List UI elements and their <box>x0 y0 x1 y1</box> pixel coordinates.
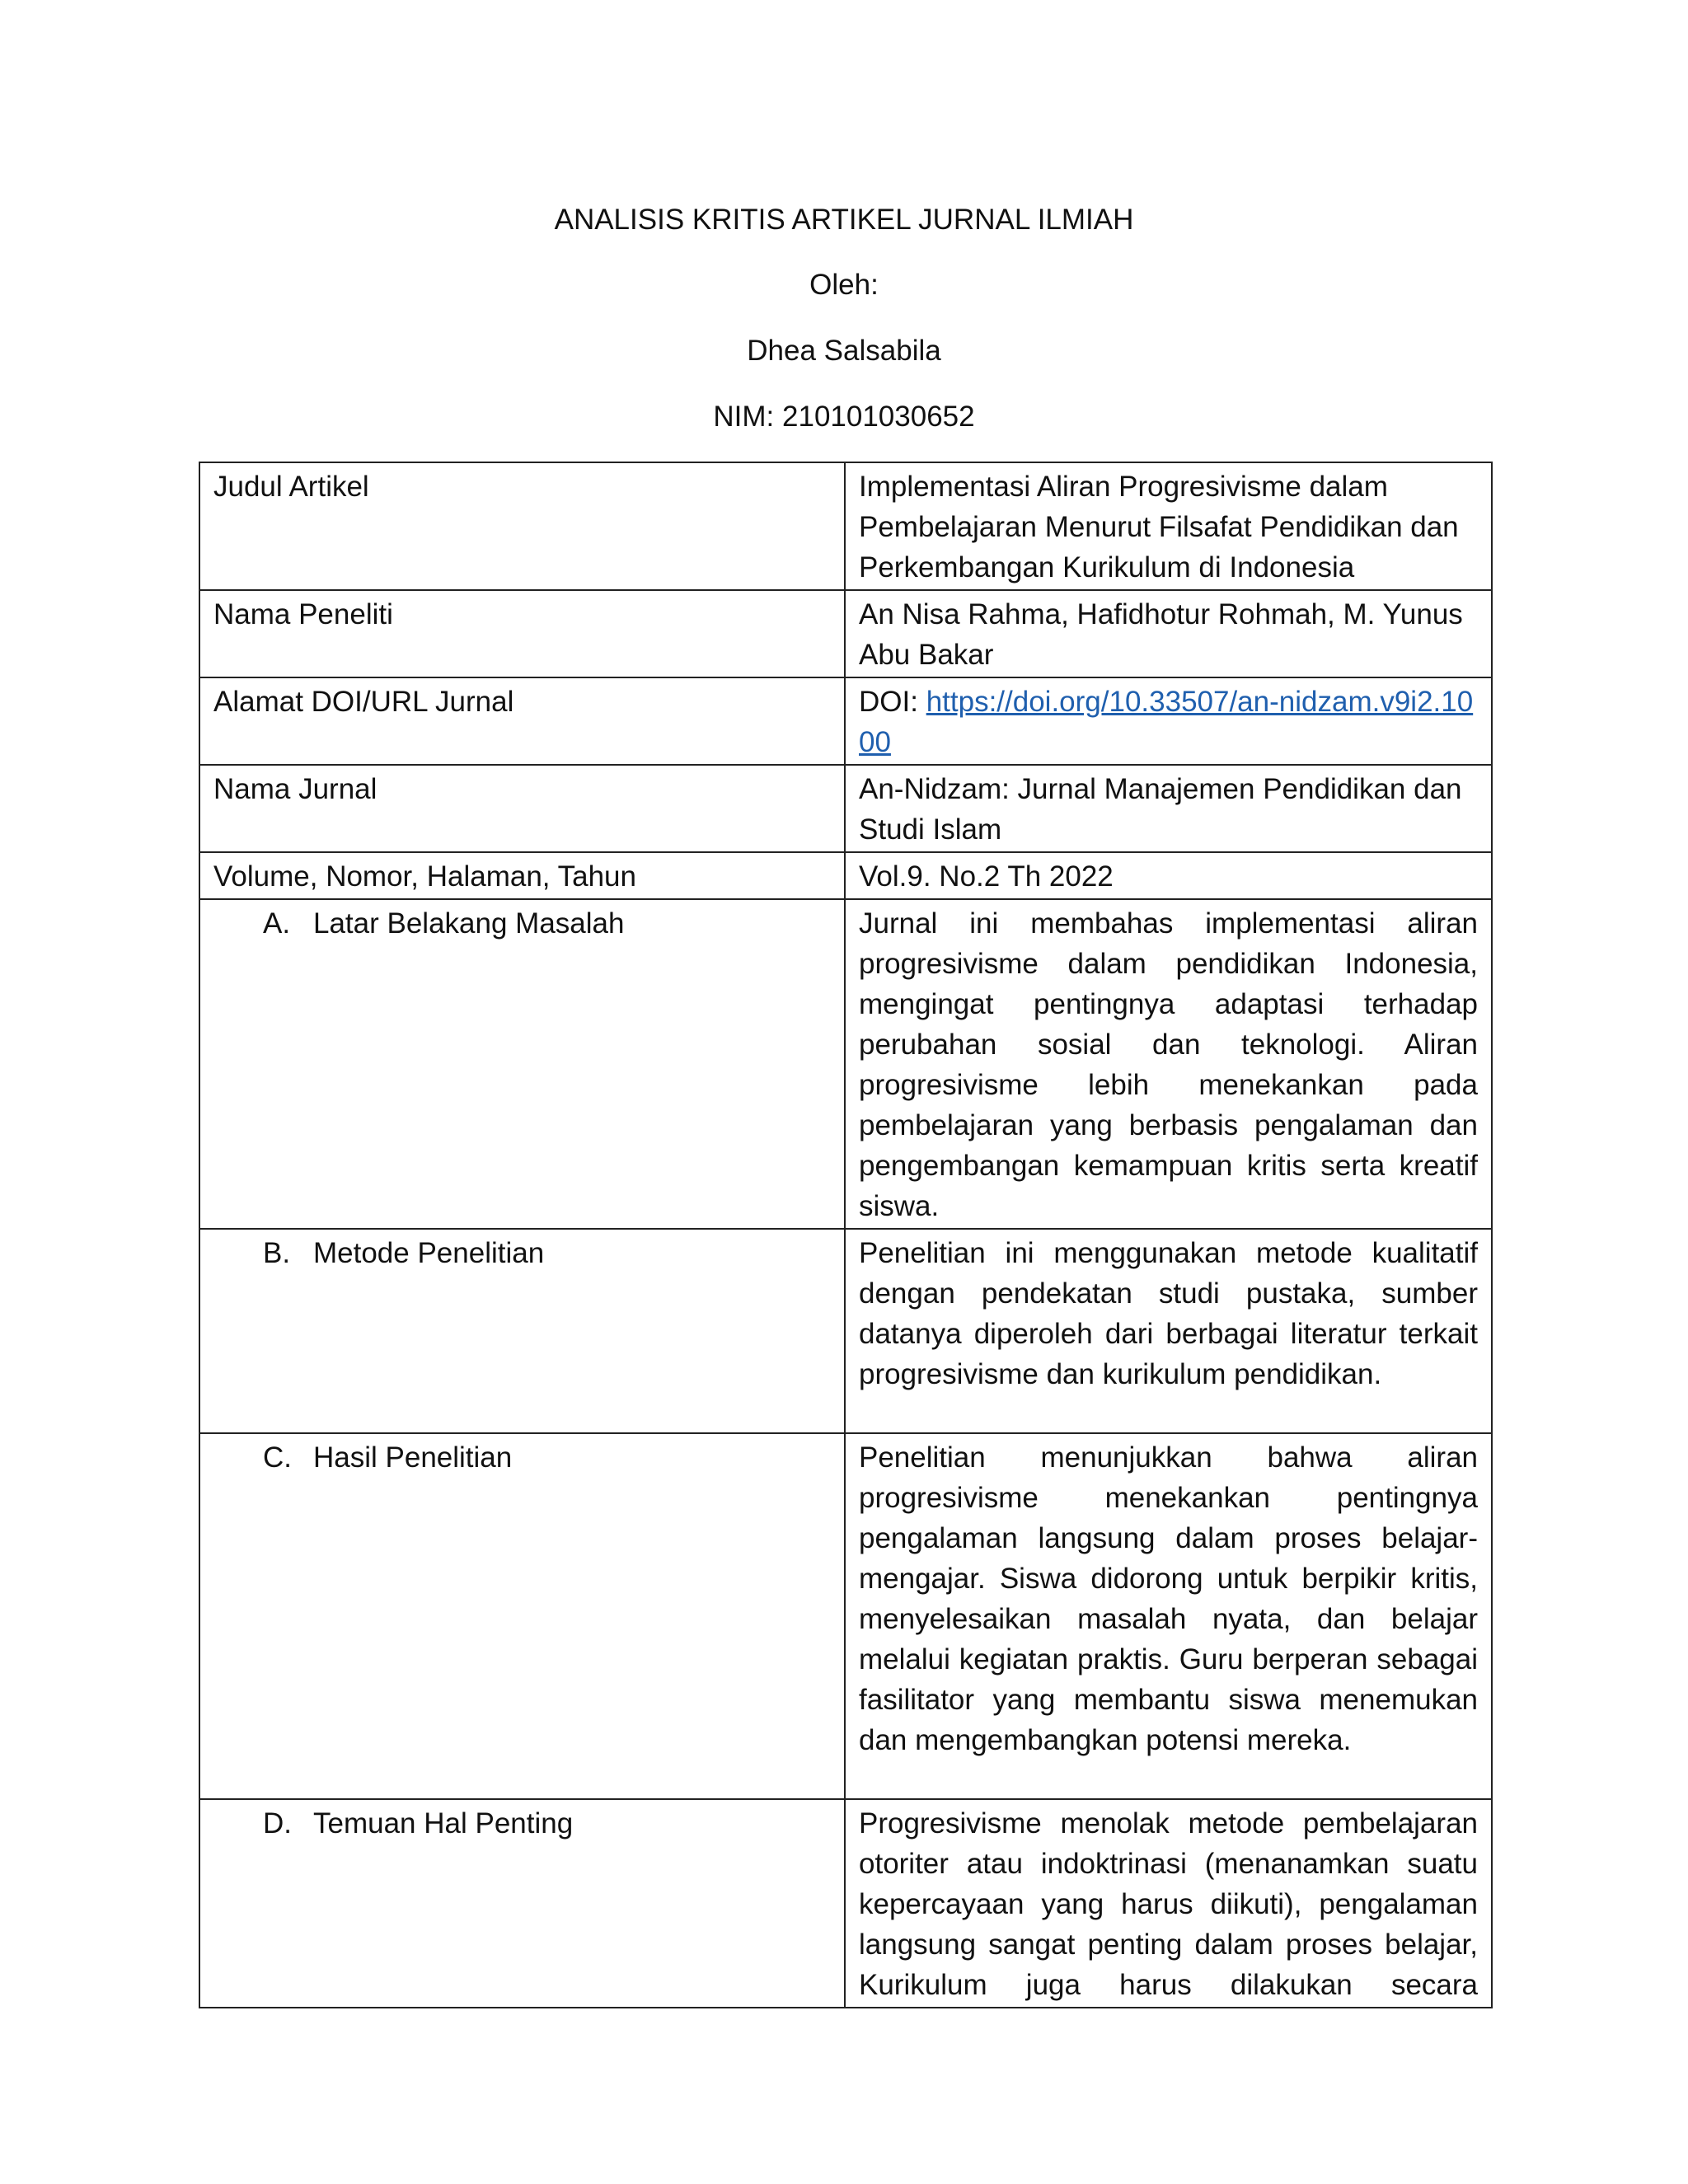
section-c-label <box>213 1437 831 1478</box>
label-cell <box>199 1433 845 1799</box>
analysis-table <box>199 462 1493 2008</box>
document-title: ANALISIS KRITIS ARTIKEL JURNAL ILMIAH <box>554 204 1134 236</box>
section-d-text: Progresivisme menolak metode pembelajaran otoriter atau indoktrinasi (menanamkan suatu kepercayaan yang harus diikuti), pengalaman langsung sangat penting dalam proses belajar, Kurikulum juga harus dilakukan secara <box>859 1807 1478 2001</box>
value-cell <box>845 677 1492 765</box>
table-row <box>199 590 1492 677</box>
section-c-text: Penelitian menunjukkan bahwa aliran progresivisme menekankan pentingnya pengalaman langsung dalam proses belajar-mengajar. Siswa didorong untuk berpikir kritis, menyelesaikan masalah nyata, dan belajar melalui kegiatan praktis. Guru berperan sebagai fasilitator yang membantu siswa menemukan dan mengembangkan potensi mereka. <box>859 1441 1478 1756</box>
article-title-label: Judul Artikel <box>213 471 369 503</box>
label-cell <box>199 1799 845 2008</box>
table-row <box>199 677 1492 765</box>
value-cell <box>845 765 1492 852</box>
table-row <box>199 852 1492 899</box>
researcher-label: Nama Peneliti <box>213 598 393 630</box>
label-cell <box>199 590 845 677</box>
section-b-letter: B. <box>263 1237 291 1269</box>
section-a-letter: A. <box>263 907 291 940</box>
article-title-value: Implementasi Aliran Progresivisme dalam Pembelajaran Menurut Filsafat Pendidikan dan Perkembangan Kurikulum di Indonesia <box>859 471 1459 583</box>
value-cell <box>845 852 1492 899</box>
section-b-label <box>213 1233 831 1273</box>
table-row <box>199 462 1492 590</box>
section-b-text: Penelitian ini menggunakan metode kualitatif dengan pendekatan studi pustaka, sumber datanya diperoleh dari berbagai literatur terkait progresivisme dan kurikulum pendidikan. <box>859 1237 1478 1390</box>
author-name: Dhea Salsabila <box>747 335 941 367</box>
section-d-title: Temuan Hal Penting <box>313 1807 574 1840</box>
label-cell <box>199 677 845 765</box>
section-d-letter: D. <box>263 1807 292 1840</box>
volume-value: Vol.9. No.2 Th 2022 <box>859 860 1114 893</box>
section-d-label <box>213 1803 831 1844</box>
by-label: Oleh: <box>809 269 879 301</box>
doi-value <box>859 682 1478 762</box>
value-cell <box>845 1229 1492 1433</box>
table-row <box>199 899 1492 1229</box>
journal-value: An-Nidzam: Jurnal Manajemen Pendidikan dan Studi Islam <box>859 773 1462 846</box>
value-cell <box>845 1799 1492 2008</box>
doi-prefix: DOI: <box>859 686 926 718</box>
label-cell <box>199 852 845 899</box>
section-a-title: Latar Belakang Masalah <box>313 907 625 940</box>
label-cell <box>199 899 845 1229</box>
section-c-letter: C. <box>263 1441 292 1474</box>
section-c-title: Hasil Penelitian <box>313 1441 513 1474</box>
label-cell <box>199 1229 845 1433</box>
volume-label: Volume, Nomor, Halaman, Tahun <box>213 860 636 893</box>
researcher-value: An Nisa Rahma, Hafidhotur Rohmah, M. Yunus Abu Bakar <box>859 598 1463 671</box>
doi-link[interactable]: https://doi.org/10.33507/an-nidzam.v9i2.1000 <box>859 686 1474 758</box>
value-cell <box>845 1433 1492 1799</box>
table-row <box>199 765 1492 852</box>
section-b-title: Metode Penelitian <box>313 1237 545 1269</box>
label-cell <box>199 765 845 852</box>
table-row <box>199 1229 1492 1433</box>
doi-label: Alamat DOI/URL Jurnal <box>213 686 514 718</box>
section-a-text: Jurnal ini membahas implementasi aliran progresivisme dalam pendidikan Indonesia, mengingat pentingnya adaptasi terhadap perubahan sosial dan teknologi. Aliran progresivisme lebih menekankan pada pembelajaran yang berbasis pengalaman dan pengembangan kemampuan kritis serta kreatif siswa. <box>859 907 1478 1222</box>
value-cell <box>845 899 1492 1229</box>
table-row <box>199 1799 1492 2008</box>
table-row <box>199 1433 1492 1799</box>
value-cell <box>845 590 1492 677</box>
label-cell <box>199 462 845 590</box>
value-cell <box>845 462 1492 590</box>
student-id: NIM: 210101030652 <box>713 401 975 433</box>
journal-label: Nama Jurnal <box>213 773 377 805</box>
section-a-label <box>213 903 831 944</box>
